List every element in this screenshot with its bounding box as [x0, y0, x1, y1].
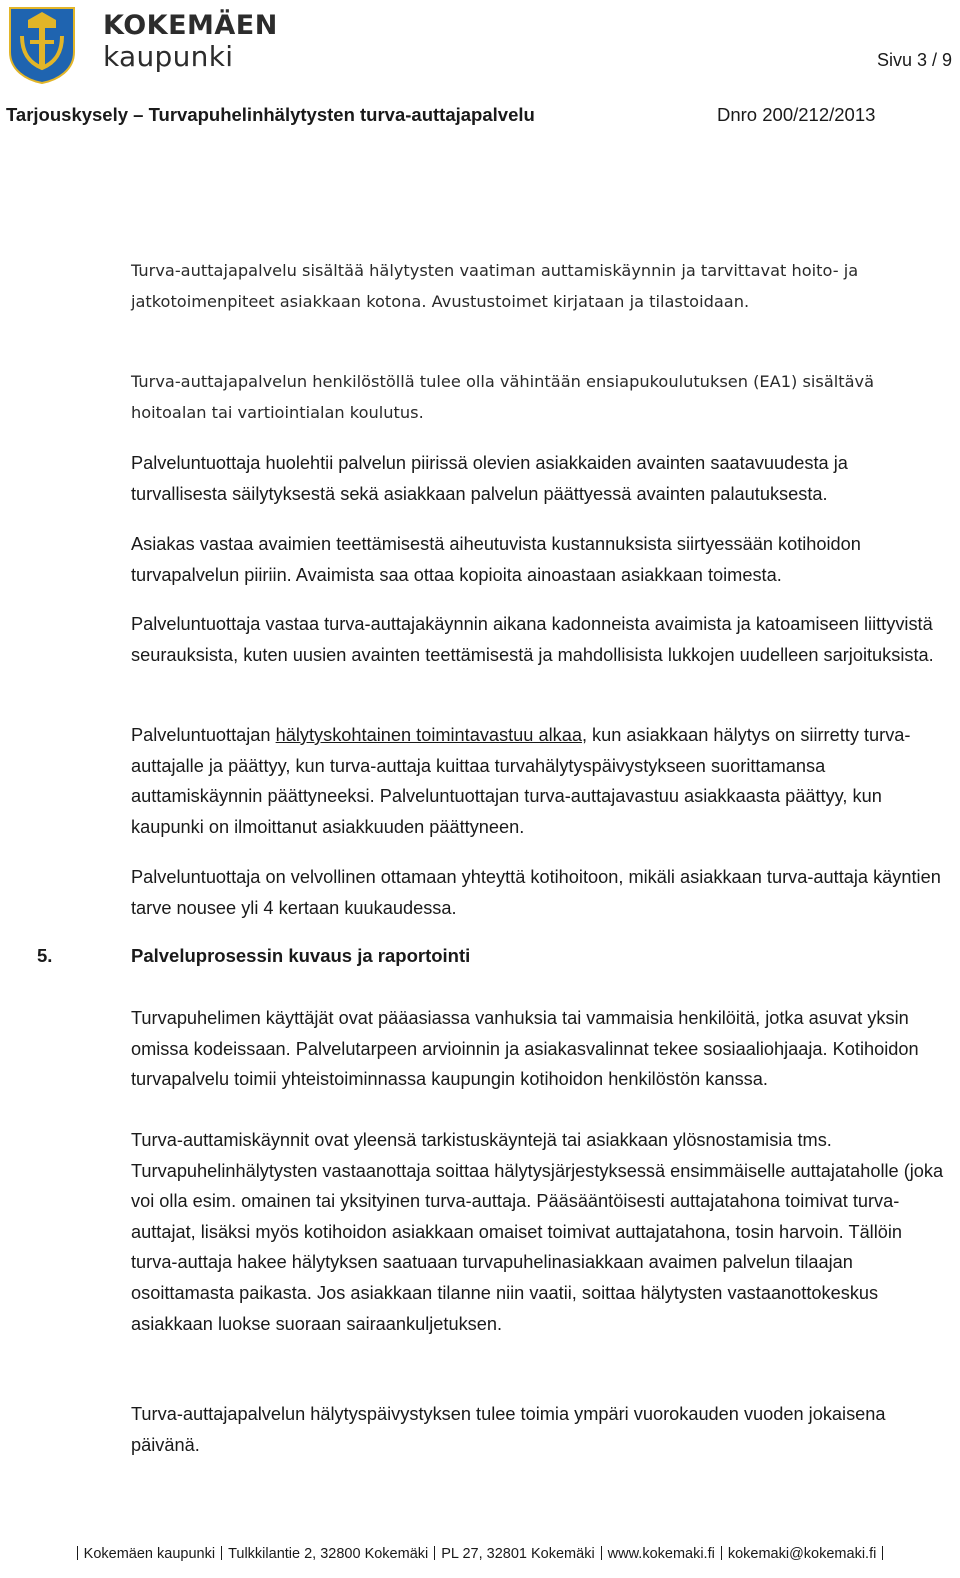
footer-separator — [77, 1546, 78, 1560]
section-heading: Palveluprosessin kuvaus ja raportointi — [131, 945, 471, 966]
footer-separator — [882, 1546, 883, 1560]
paragraph: Turva-auttajapalvelun hälytyspäivystyksen tulee toimia ympäri vuorokauden vuoden jokaisena päivänä. — [131, 1404, 886, 1455]
brand-name: KOKEMÄEN — [103, 10, 278, 41]
paragraph: Asiakas vastaa avaimien teettämisestä aiheutuvista kustannuksista siirtyessään kotihoidon turvapalvelun piiriin. Avaimista saa ottaa kopioita ainoastaan asiakkaan toimesta. — [131, 534, 861, 585]
section-number: 5. — [37, 945, 53, 966]
document-reference: Dnro 200/212/2013 — [717, 104, 876, 125]
paragraph: Palveluntuottaja on velvollinen ottamaan yhteyttä kotihoitoon, mikäli asiakkaan turva-auttaja käyntien tarve nousee yli 4 kertaan kuukaudessa. — [131, 867, 941, 918]
footer-po-box: PL 27, 32801 Kokemäki — [441, 1546, 595, 1562]
footer-org: Kokemäen kaupunki — [83, 1546, 216, 1562]
footer-email: kokemaki@kokemaki.fi — [727, 1546, 877, 1562]
paragraph: Palveluntuottaja huolehtii palvelun piirissä olevien asiakkaiden avainten saatavuudesta ja turvallisesta säilytyksestä sekä asiakkaan palvelun päättyessä avainten palautuksesta. — [131, 453, 848, 504]
paragraph: Turva-auttamiskäynnit ovat yleensä tarkistuskäyntejä tai asiakkaan ylösnostamisia tms. Turvapuhelinhälytysten vastaanottaja soittaa hälytysjärjestyksessä ensimmäiselle auttajataholle (joka voi olla esim. omainen tai yksityinen turva-auttaja. Pääsääntöisesti auttajatahona toimivat turva-auttajat, lisäksi myös kotihoidon asiakkaan omaiset toimivat auttajatahona, tosin harvoin. Tällöin turva-auttaja hakee hälytyksen saatuaan turvapuhelinasiakkaan avaimen palvelun tilaajan osoittamasta paikasta. Jos asiakkaan tilanne niin vaatii, soittaa hälytysten vastaanottokeskus asiakkaan luokse suoraan sairaankuljetuksen. — [131, 1130, 944, 1334]
paragraph: Turva-auttajapalvelun henkilöstöllä tulee olla vähintään ensiapukoulutuksen (EA1) sisältävä hoitoalan tai vartiointialan koulutus. — [131, 372, 875, 422]
footer-street-address: Tulkkilantie 2, 32800 Kokemäki — [228, 1546, 429, 1562]
page-footer — [0, 1546, 960, 1562]
paragraph-text: , kun asiakkaan hälytys on siirretty turva-auttajalle ja päättyy, kun turva-auttaja kuittaa turvahälytyspäivystykseen suorittamansa auttamiskäynnin päättyneeksi. Palveluntuottajan turva-auttajavastuu asiakkaasta päättyy, kun kaupunki on ilmoittanut asiakkuuden päättyneen. — [131, 725, 911, 837]
footer-website: www.kokemaki.fi — [607, 1546, 715, 1562]
page-number: Sivu 3 / 9 — [876, 50, 952, 70]
document-title: Tarjouskysely – Turvapuhelinhälytysten turva-auttajapalvelu — [6, 104, 535, 125]
footer-separator — [721, 1546, 722, 1560]
footer-separator — [221, 1546, 222, 1560]
underlined-phrase: hälytyskohtainen toimintavastuu alkaa — [275, 725, 582, 745]
paragraph — [131, 720, 946, 842]
brand-subtitle: kaupunki — [103, 40, 234, 73]
paragraph: Turva-auttajapalvelu sisältää hälytysten vaatiman auttamiskäynnin ja tarvittavat hoito- ja jatkotoimenpiteet asiakkaan kotona. Avustustoimet kirjataan ja tilastoidaan. — [131, 261, 859, 311]
footer-separator — [601, 1546, 602, 1560]
coat-of-arms-logo — [8, 6, 76, 84]
paragraph-text: Palveluntuottajan — [131, 725, 276, 745]
footer-separator — [434, 1546, 435, 1560]
paragraph: Turvapuhelimen käyttäjät ovat pääasiassa vanhuksia tai vammaisia henkilöitä, jotka asuvat yksin omissa kodeissaan. Palvelutarpeen arvioinnin ja asiakasvalinnat tekee sosiaaliohjaaja. Kotihoidon turvapalvelu toimii yhteistoiminnassa kaupungin kotihoidon henkilöstön kanssa. — [131, 1008, 919, 1090]
paragraph: Palveluntuottaja vastaa turva-auttajakäynnin aikana kadonneista avaimista ja katoamiseen liittyvistä seurauksista, kuten uusien avainten teettämisestä ja mahdollisista lukkojen uudelleen sarjoituksista. — [131, 614, 934, 665]
